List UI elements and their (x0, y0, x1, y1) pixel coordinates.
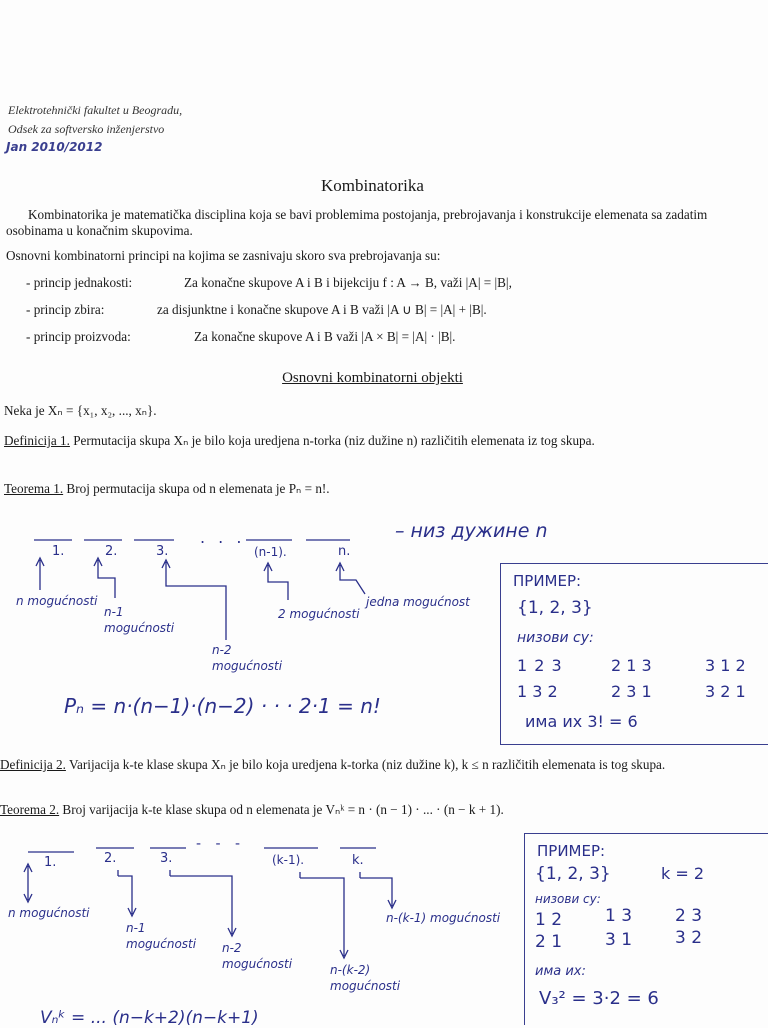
sequence-caption: – низ дужине n (395, 520, 548, 542)
example-row: 3 2 (675, 928, 703, 948)
example-row: 1 3 2 (517, 682, 558, 701)
slot-label: 3. (160, 851, 173, 866)
example-result: V₃² = 3·2 = 6 (539, 988, 659, 1009)
principle-text: Za konačne skupove A i B i bijekciju f : A → B, važi |A| = |B|, (184, 275, 512, 290)
theorem-2 (0, 802, 744, 818)
example-row: 2 1 3 (611, 656, 652, 675)
intro-paragraph: Kombinatorika je matematička disciplina koja se bavi problemima postojanja, prebrojavanja i konstrukcije elemenata sa zadatim osobinama u konačnim skupovima. (6, 207, 708, 238)
choice-label: 2 mogućnosti (278, 607, 360, 621)
principle-text: Za konačne skupove A i B važi |A × B| = |A| · |B|. (194, 329, 456, 344)
example-set: {1, 2, 3} (535, 864, 611, 884)
choice-label: n-2 mogućnosti (222, 941, 293, 971)
slot-label: n. (338, 544, 351, 559)
slot-label: 2. (105, 544, 118, 559)
theorem-2-text: Broj varijacija k-te klase skupa od n elemenata je Vₙᵏ = n · (n − 1) · ... · (n − k + 1). (62, 802, 504, 817)
choice-label: n mogućnosti (8, 906, 90, 920)
example-row: 1 2 (535, 910, 563, 930)
example-row: 2 3 (675, 906, 703, 926)
slot-label: 1. (52, 544, 65, 559)
faculty-name: Elektrotehnički fakultet u Beogradu, (8, 103, 183, 117)
definition-2 (0, 757, 744, 773)
slot-label: (n-1). (254, 545, 287, 559)
slot-label: 1. (44, 855, 57, 870)
dots: - - - (196, 836, 246, 852)
example-row: 1 3 (605, 906, 633, 926)
department-name: Odsek za softversko inženjerstvo (8, 122, 165, 136)
example-row: 3 1 2 (705, 656, 746, 675)
slot-label: 3. (156, 544, 169, 559)
choice-label: n-(k-2) mogućnosti (330, 963, 401, 993)
principle-name: - princip zbira: (26, 302, 105, 317)
example-result-label: има их: (535, 964, 586, 979)
example-row: 1 2 3 (517, 656, 562, 675)
slot-label: k. (352, 853, 364, 868)
slot-label: (k-1). (272, 853, 305, 867)
example-box-variations (524, 833, 768, 1025)
example-title: ПРИМЕР: (537, 842, 606, 860)
principle-text: za disjunktne i konačne skupove A i B važi |A ∪ B| = |A| + |B|. (157, 302, 487, 317)
section-title: Osnovni kombinatorni objekti (282, 370, 463, 386)
example-row: 2 3 1 (611, 682, 652, 701)
theorem-2-label: Teorema 2. (0, 802, 60, 817)
example-set: {1, 2, 3} (517, 598, 593, 618)
permutation-formula: Pₙ = n·(n−1)·(n−2) · · · 2·1 = n! (64, 694, 381, 718)
choice-label: n-(k-1) mogućnosti (386, 911, 501, 925)
definition-2-label: Definicija 2. (0, 757, 66, 772)
example-row: 2 1 (535, 932, 563, 952)
slot-label: 2. (104, 851, 117, 866)
principle-name: - princip proizvoda: (26, 329, 131, 344)
example-box-permutations (500, 563, 768, 745)
theorem-1-text: Broj permutacija skupa od n elemenata je Pₙ = n!. (66, 481, 330, 496)
definition-1-text: Permutacija skupa Xₙ je bilo koja uredjena n-torka (niz dužine n) različitih elemenata iz tog skupa. (73, 433, 595, 448)
dots: . . . (200, 528, 246, 547)
example-subtitle: низови су: (517, 630, 594, 646)
variation-formula: Vₙᵏ = ... (n−k+2)(n−k+1) (40, 1008, 259, 1028)
theorem-1-label: Teorema 1. (4, 481, 64, 496)
definition-2-text: Varijacija k-te klase skupa Xₙ je bilo koja uredjena k-torka (niz dužine k), k ≤ n različitih elemenata is tog skupa. (68, 757, 666, 772)
principles-intro: Osnovni kombinatorni principi na kojima se zasnivaju skoro sva prebrojavanja su: (6, 248, 441, 263)
principle-name: - princip jednakosti: (26, 275, 133, 290)
example-k: k = 2 (661, 864, 705, 883)
example-row: 3 2 1 (705, 682, 746, 701)
example-subtitle: низови су: (535, 892, 601, 906)
example-title: ПРИМЕР: (513, 572, 582, 590)
handwritten-year: Jan 2010/2012 (6, 140, 103, 154)
choice-label: n-1 mogućnosti (126, 921, 197, 951)
choice-label: jedna mogućnost (366, 595, 470, 609)
choice-label: n-2 mogućnosti (212, 643, 283, 673)
example-row: 3 1 (605, 930, 633, 950)
neka-statement: Neka je Xₙ = {x₁, x₂, ..., xₙ}. (4, 403, 157, 418)
definition-1-label: Definicija 1. (4, 433, 70, 448)
choice-label: n mogućnosti (16, 594, 98, 608)
page-title: Kombinatorika (321, 176, 424, 195)
example-result: има их 3! = 6 (525, 712, 638, 731)
choice-label: n-1 mogućnosti (104, 605, 175, 635)
